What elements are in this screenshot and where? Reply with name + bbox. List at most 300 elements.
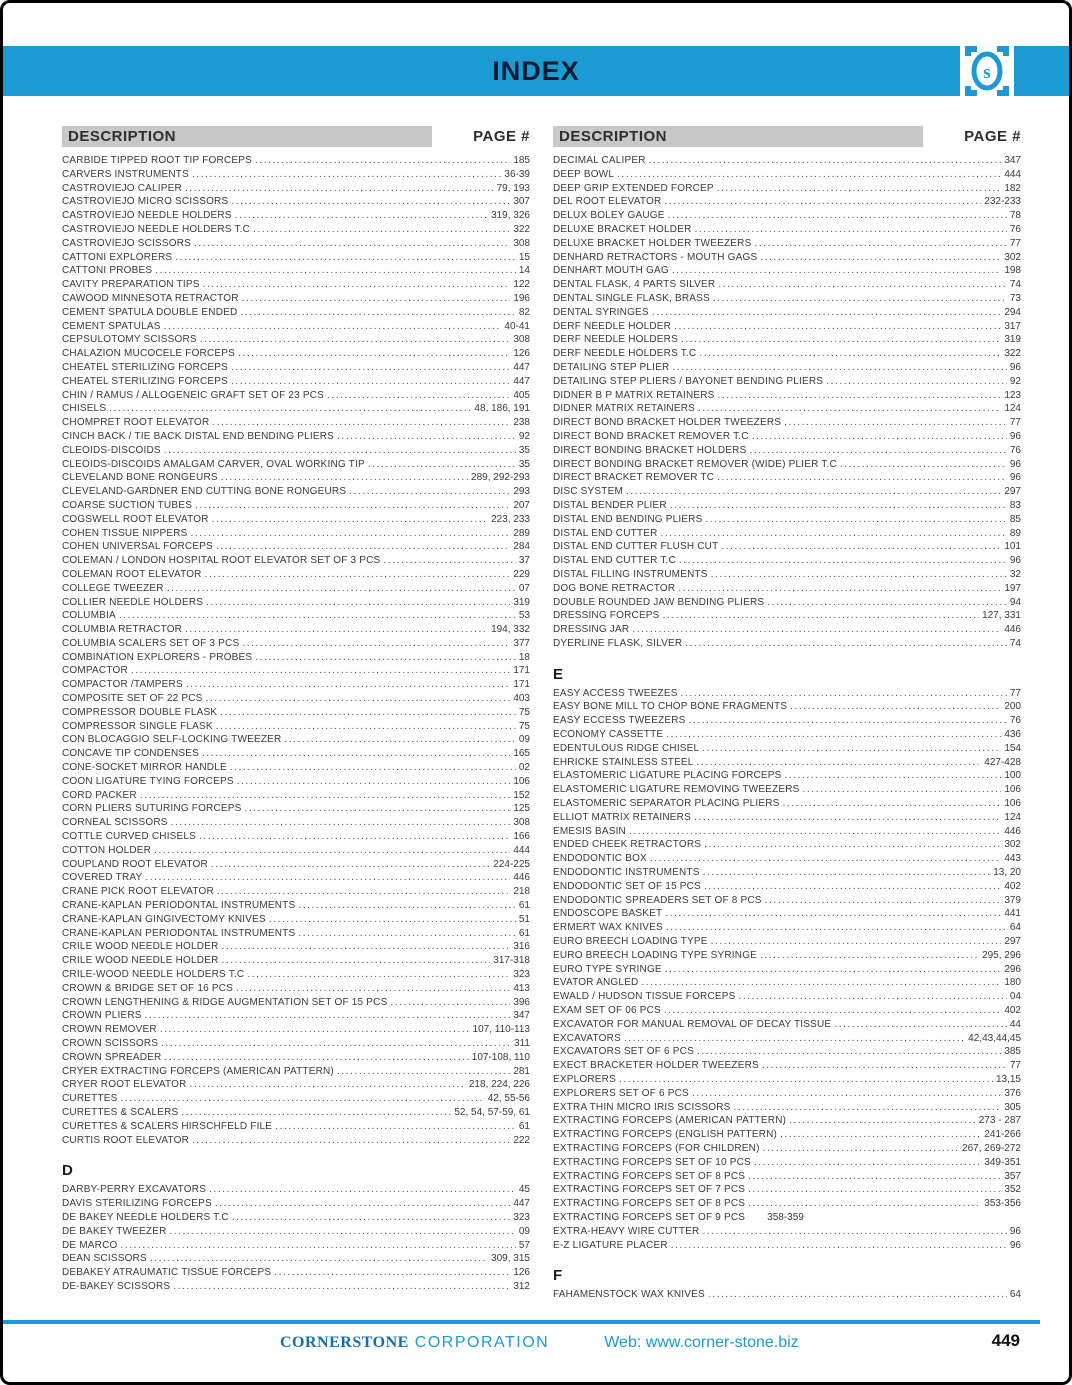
entry-description: COLUMBIA xyxy=(62,610,116,622)
entry-page: 223, 233 xyxy=(491,513,530,525)
dot-leader xyxy=(704,838,1001,852)
dot-leader xyxy=(337,1065,510,1079)
entry-page: 92 xyxy=(1009,375,1021,387)
entry-page: 316 xyxy=(513,941,530,953)
entry-page: 182 xyxy=(1004,182,1021,194)
page-number: 449 xyxy=(991,1331,1020,1350)
dot-leader xyxy=(192,1134,510,1148)
entry-page: 79, 193 xyxy=(496,182,530,194)
dot-leader xyxy=(685,637,1007,651)
entry-description: DOG BONE RETRACTOR xyxy=(553,582,676,594)
entry-page: 427-428 xyxy=(984,756,1021,768)
index-row xyxy=(62,485,530,499)
index-row xyxy=(62,816,530,830)
index-row xyxy=(62,1051,530,1065)
index-row xyxy=(62,802,530,816)
index-row xyxy=(62,168,530,182)
entry-page: 295, 296 xyxy=(982,949,1021,961)
entry-description: DISTAL BENDER PLIER xyxy=(553,499,667,511)
entry-page: 53 xyxy=(518,610,530,622)
entry-page: 197 xyxy=(1004,582,1021,594)
dot-leader xyxy=(368,458,516,472)
dot-leader xyxy=(704,880,1001,894)
index-row xyxy=(62,237,530,251)
entry-description: CROWN REMOVER xyxy=(62,1024,157,1036)
dot-leader xyxy=(671,1239,1007,1253)
entry-page: 96 xyxy=(1009,458,1021,470)
index-row xyxy=(553,278,1021,292)
dot-leader xyxy=(765,894,1002,908)
entry-description: DEAN SCISSORS xyxy=(62,1253,147,1265)
dot-leader xyxy=(170,1225,516,1239)
index-row xyxy=(62,858,530,872)
dot-leader xyxy=(763,1142,959,1156)
dot-leader xyxy=(721,540,1001,554)
entry-page: 35 xyxy=(518,444,530,456)
index-row xyxy=(62,1037,530,1051)
dot-leader xyxy=(748,1170,1001,1184)
entry-description: CROWN LENGTHENING & RIDGE AUGMENTATION SET OF 15 PCS xyxy=(62,996,388,1008)
dot-leader xyxy=(237,775,511,789)
entry-description: DEEP BOWL xyxy=(553,168,615,180)
dot-leader xyxy=(242,292,511,306)
entry-description: EXTRACTING FORCEPS SET OF 9 PCS xyxy=(553,1211,746,1223)
entry-page: 379 xyxy=(1004,894,1021,906)
entry-page: 180 xyxy=(1004,977,1021,989)
entry-description: CASTROVIEJO NEEDLE HOLDERS T.C xyxy=(62,223,251,235)
index-row xyxy=(62,195,530,209)
entry-page: 127, 331 xyxy=(982,610,1021,622)
dot-leader xyxy=(650,852,1001,866)
dot-leader xyxy=(711,568,1007,582)
entry-description: CEPSULOTOMY SCISSORS xyxy=(62,334,197,346)
entry-page: 51 xyxy=(518,913,530,925)
entry-description: ERMERT WAX KNIVES xyxy=(553,922,663,934)
entry-page: 294 xyxy=(1004,306,1021,318)
entry-description: CRILE WOOD NEEDLE HOLDER xyxy=(62,955,219,967)
entry-page: 353-356 xyxy=(984,1198,1021,1210)
entry-description: CROWN & BRIDGE SET OF 16 PCS xyxy=(62,982,234,994)
entry-description: EDENTULOUS RIDGE CHISEL xyxy=(553,742,700,754)
index-row xyxy=(553,554,1021,568)
description-header: DESCRIPTION xyxy=(62,126,432,147)
column-right xyxy=(553,126,1021,1302)
index-row xyxy=(553,527,1021,541)
entry-page: 347 xyxy=(513,1010,530,1022)
entry-description: CLEOIDS-DISCOIDS xyxy=(62,444,161,456)
index-row xyxy=(62,664,530,678)
entry-description: EXTRA THIN MICRO IRIS SCISSORS xyxy=(553,1101,731,1113)
entry-description: COGSWELL ROOT ELEVATOR xyxy=(62,513,209,525)
index-row xyxy=(553,1128,1021,1142)
entry-page: 126 xyxy=(513,1267,530,1279)
index-row xyxy=(553,1032,1021,1046)
entry-description: CONE-SOCKET MIRROR HANDLE xyxy=(62,762,227,774)
entry-description: ECONOMY CASSETTE xyxy=(553,729,664,741)
entry-page: 289, 292-293 xyxy=(471,472,530,484)
dot-leader xyxy=(181,1106,451,1120)
entry-description: COMPRESSOR SINGLE FLASK xyxy=(62,720,213,732)
entry-description: EXECT BRACKETER HOLDER TWEEZERS xyxy=(553,1060,759,1072)
entry-description: DIRECT BOND BRACKET HOLDER TWEEZERS xyxy=(553,417,782,429)
dot-leader xyxy=(192,168,501,182)
index-row xyxy=(62,361,530,375)
dot-leader xyxy=(749,444,1006,458)
index-row xyxy=(553,1225,1021,1239)
dot-leader xyxy=(171,816,511,830)
dot-leader xyxy=(164,320,502,334)
entry-description: EXTRACTING FORCEPS (ENGLISH PATTERN) xyxy=(553,1129,778,1141)
entry-description: COON LIGATURE TYING FORCEPS xyxy=(62,775,234,787)
index-row xyxy=(553,852,1021,866)
index-row xyxy=(553,1239,1021,1253)
entry-description: EXTRACTING FORCEPS SET OF 8 PCS xyxy=(553,1198,746,1210)
entry-page: 74 xyxy=(1009,637,1021,649)
entry-description: ENDED CHEEK RETRACTORS xyxy=(553,839,702,851)
entry-description: EMESIS BASIN xyxy=(553,825,626,837)
entry-description: EURO BREECH LOADING TYPE xyxy=(553,936,708,948)
index-row xyxy=(62,913,530,927)
entry-page: 75 xyxy=(518,706,530,718)
entry-description: CATTONI EXPLORERS xyxy=(62,251,173,263)
entry-description: DRESSING JAR xyxy=(553,624,630,636)
dot-leader xyxy=(164,1051,468,1065)
entry-page: 436 xyxy=(1004,729,1021,741)
entry-page: 15 xyxy=(518,251,530,263)
entry-page: 89 xyxy=(1009,527,1021,539)
entry-page: 402 xyxy=(1004,880,1021,892)
entry-page: 165 xyxy=(513,748,530,760)
index-row xyxy=(553,963,1021,977)
entry-page: 04 xyxy=(1009,991,1021,1003)
dot-leader xyxy=(255,651,516,665)
index-row xyxy=(553,333,1021,347)
entry-page: 123 xyxy=(1004,389,1021,401)
entry-list xyxy=(553,154,1021,1302)
entry-page: 100 xyxy=(1004,770,1021,782)
index-row xyxy=(553,769,1021,783)
index-row xyxy=(553,1114,1021,1128)
entry-description: CHEATEL STERILIZING FORCEPS xyxy=(62,375,228,387)
entry-page: 289 xyxy=(513,527,530,539)
entry-description: COLLEGE TWEEZER xyxy=(62,582,164,594)
dot-leader xyxy=(215,1197,510,1211)
footer-brand-suffix: CORPORATION xyxy=(414,1334,550,1351)
entry-page: 74 xyxy=(1009,279,1021,291)
dot-leader xyxy=(697,1045,1001,1059)
entry-page: 446 xyxy=(513,872,530,884)
entry-description: EWALD / HUDSON TISSUE FORCEPS xyxy=(553,991,736,1003)
dot-leader xyxy=(173,1280,510,1294)
dot-leader xyxy=(803,783,1002,797)
dot-leader xyxy=(247,968,510,982)
entry-description: ELASTOMERIC SEPARATOR PLACING PLIERS xyxy=(553,798,780,810)
entry-description: COTTON HOLDER xyxy=(62,844,152,856)
dot-leader xyxy=(121,1092,485,1106)
entry-page: 52, 54, 57-59, 61 xyxy=(454,1106,530,1118)
entry-page: 77 xyxy=(1009,417,1021,429)
entry-description: CHIN / RAMUS / ALLOGENEIC GRAFT SET OF 23 PCS xyxy=(62,389,325,401)
index-row xyxy=(553,513,1021,527)
footer-web-url: Web: www.corner-stone.biz xyxy=(604,1334,799,1351)
index-row xyxy=(62,1023,530,1037)
entry-page: 32 xyxy=(1009,568,1021,580)
entry-page: 194, 332 xyxy=(491,624,530,636)
entry-page: 309, 315 xyxy=(491,1253,530,1265)
entry-description: DERF NEEDLE HOLDER xyxy=(553,320,672,332)
index-row xyxy=(62,1065,530,1079)
dot-leader xyxy=(140,789,511,803)
index-row xyxy=(62,1120,530,1134)
entry-page: 07 xyxy=(518,582,530,594)
index-row xyxy=(62,568,530,582)
dot-leader xyxy=(695,223,1007,237)
entry-description: DEEP GRIP EXTENDED FORCEP xyxy=(553,182,714,194)
entry-page: 207 xyxy=(513,499,530,511)
index-row xyxy=(553,687,1021,701)
dot-leader xyxy=(703,866,991,880)
entry-description: DAVIS STERILIZING FORCEPS xyxy=(62,1198,212,1210)
dot-leader xyxy=(274,1266,510,1280)
index-row xyxy=(62,927,530,941)
dot-leader xyxy=(708,1288,1007,1302)
page-number-header: PAGE # xyxy=(473,128,530,145)
index-row xyxy=(62,1183,530,1197)
entry-page: 09 xyxy=(518,734,530,746)
dot-leader xyxy=(186,678,510,692)
index-row xyxy=(62,706,530,720)
dot-leader xyxy=(284,733,515,747)
entry-description: DE BAKEY NEEDLE HOLDERS T.C xyxy=(62,1211,229,1223)
index-row xyxy=(62,251,530,265)
entry-description: CHOMPRET ROOT ELEVATOR xyxy=(62,417,210,429)
entry-page: 376 xyxy=(1004,1087,1021,1099)
entry-page: 200 xyxy=(1004,701,1021,713)
entry-description: DIRECT BOND BRACKET REMOVER T.C xyxy=(553,430,749,442)
entry-description: ELASTOMERIC LIGATURE REMOVING TWEEZERS xyxy=(553,784,800,796)
entry-description: EASY BONE MILL TO CHOP BONE FRAGMENTS xyxy=(553,701,788,713)
entry-page: 124 xyxy=(1004,811,1021,823)
index-row xyxy=(62,844,530,858)
index-row xyxy=(62,1092,530,1106)
entry-description: E-Z LIGATURE PLACER xyxy=(553,1239,668,1251)
dot-leader xyxy=(624,1032,965,1046)
entry-page: 106 xyxy=(1004,784,1021,796)
entry-page: 77 xyxy=(1009,237,1021,249)
entry-page: 446 xyxy=(1004,825,1021,837)
index-row xyxy=(62,1078,530,1092)
dot-leader xyxy=(780,1128,981,1142)
dot-leader xyxy=(230,761,516,775)
entry-description: DISTAL END CUTTER FLUSH CUT xyxy=(553,541,719,553)
entry-description: COTTLE CURVED CHISELS xyxy=(62,831,197,843)
dot-leader xyxy=(211,858,490,872)
entry-page: 405 xyxy=(513,389,530,401)
dot-leader xyxy=(748,1183,1001,1197)
dot-leader xyxy=(245,802,511,816)
entry-page: 447 xyxy=(513,375,530,387)
dot-leader xyxy=(674,320,1001,334)
index-row xyxy=(553,976,1021,990)
index-row xyxy=(553,637,1021,651)
entry-description: EASY ECCESS TWEEZERS xyxy=(553,715,686,727)
index-row xyxy=(62,1225,530,1239)
entry-page: 96 xyxy=(1009,555,1021,567)
entry-page: 64 xyxy=(1009,922,1021,934)
entry-page: 83 xyxy=(1009,499,1021,511)
dot-leader xyxy=(195,499,510,513)
index-row xyxy=(553,182,1021,196)
entry-page: 76 xyxy=(1009,444,1021,456)
index-row xyxy=(553,921,1021,935)
entry-page: 403 xyxy=(513,693,530,705)
entry-description: CEMENT SPATULA DOUBLE ENDED xyxy=(62,306,238,318)
index-row xyxy=(553,880,1021,894)
dot-leader xyxy=(752,430,1007,444)
index-row xyxy=(553,375,1021,389)
dot-leader xyxy=(663,609,980,623)
entry-page: 446 xyxy=(1004,624,1021,636)
index-row xyxy=(553,935,1021,949)
entry-description: DETAILING STEP PLIERS / BAYONET BENDING PLIERS xyxy=(553,375,824,387)
entry-page: 77 xyxy=(1009,687,1021,699)
dot-leader xyxy=(789,1114,976,1128)
dot-leader xyxy=(699,347,1001,361)
dot-leader xyxy=(185,182,494,196)
entry-description: ENDODONTIC BOX xyxy=(553,853,647,865)
index-row xyxy=(62,692,530,706)
dot-leader xyxy=(337,430,516,444)
index-row xyxy=(62,651,530,665)
dot-leader xyxy=(783,797,1002,811)
dot-leader xyxy=(275,1120,516,1134)
index-row xyxy=(62,733,530,747)
entry-description: DENTAL SYRINGES xyxy=(553,306,649,318)
entry-page: 96 xyxy=(1009,430,1021,442)
dot-leader xyxy=(154,844,510,858)
entry-page: 413 xyxy=(513,982,530,994)
dot-leader xyxy=(327,389,510,403)
entry-description: EHRICKE STAINLESS STEEL xyxy=(553,756,694,768)
index-row xyxy=(62,209,530,223)
index-row xyxy=(553,1004,1021,1018)
entry-page: 307 xyxy=(513,196,530,208)
dot-leader xyxy=(718,278,1007,292)
entry-description: DE-BAKEY SCISSORS xyxy=(62,1280,171,1292)
entry-page: 96 xyxy=(1009,1225,1021,1237)
entry-page: 441 xyxy=(1004,908,1021,920)
dot-leader xyxy=(155,264,516,278)
entry-page: 45 xyxy=(518,1184,530,1196)
dot-leader xyxy=(150,1252,488,1266)
entry-description: EXTRACTING FORCEPS SET OF 7 PCS xyxy=(553,1184,746,1196)
dot-leader xyxy=(718,389,1002,403)
entry-description: CARVERS INSTRUMENTS xyxy=(62,168,189,180)
page-title: INDEX xyxy=(492,55,580,86)
entry-description: EXPLORERS SET OF 6 PCS xyxy=(553,1087,689,1099)
dot-leader xyxy=(221,471,468,485)
entry-description: EXPLORERS xyxy=(553,1074,616,1085)
entry-description: DELUX BOLEY GAUGE xyxy=(553,210,665,222)
dot-leader xyxy=(206,692,511,706)
entry-description: CRANE-KAPLAN PERIODONTAL INSTRUMENTS xyxy=(62,900,296,912)
entry-description: COLEMAN / LONDON HOSPITAL ROOT ELEVATOR SET OF 3 PCS xyxy=(62,555,381,567)
dot-leader xyxy=(734,1101,1002,1115)
entry-description: CASTROVIEJO MICRO SCISSORS xyxy=(62,196,229,208)
index-row xyxy=(62,1252,530,1266)
dot-leader xyxy=(629,825,1001,839)
entry-page: 385 xyxy=(1004,1046,1021,1058)
index-row xyxy=(553,347,1021,361)
entry-description: EURO TYPE SYRINGE xyxy=(553,963,662,975)
index-row xyxy=(62,623,530,637)
entry-description: CORNEAL SCISSORS xyxy=(62,817,168,829)
entry-description: CAVITY PREPARATION TIPS xyxy=(62,279,200,291)
entry-description: CASTROVIEJO CALIPER xyxy=(62,182,182,194)
entry-page: 42, 55-56 xyxy=(487,1093,530,1105)
entry-description: COMPACTOR /TAMPERS xyxy=(62,679,183,691)
entry-description: COMPRESSOR DOUBLE FLASK xyxy=(62,706,218,718)
description-header: DESCRIPTION xyxy=(553,126,923,147)
column-left xyxy=(62,126,530,1294)
dot-leader xyxy=(681,333,1001,347)
entry-page: 125 xyxy=(513,803,530,815)
dot-leader xyxy=(760,251,1001,265)
entry-page: 122 xyxy=(513,279,530,291)
dot-leader xyxy=(222,954,491,968)
entry-description: DE BAKEY TWEEZER xyxy=(62,1225,167,1237)
dot-leader xyxy=(670,499,1007,513)
dot-leader xyxy=(238,347,510,361)
index-row xyxy=(553,471,1021,485)
column-header xyxy=(553,126,1021,147)
entry-page: 312 xyxy=(513,1280,530,1292)
entry-description: CRANE PICK ROOT ELEVATOR xyxy=(62,886,214,898)
entry-description: DYERLINE FLASK, SILVER xyxy=(553,637,683,649)
entry-description: COLLIER NEEDLE HOLDERS xyxy=(62,596,204,608)
dot-leader xyxy=(194,237,510,251)
dot-leader xyxy=(641,976,1001,990)
entry-description: DIDNER MATRIX RETAINERS xyxy=(553,403,696,415)
index-row xyxy=(553,609,1021,623)
index-row xyxy=(553,1183,1021,1197)
dot-leader xyxy=(236,982,510,996)
entry-description: CHISELS xyxy=(62,403,107,415)
index-row xyxy=(553,195,1021,209)
entry-page: 281 xyxy=(513,1065,530,1077)
entry-description: COLUMBIA SCALERS SET OF 3 PCS xyxy=(62,637,240,649)
entry-page: 75 xyxy=(518,720,530,732)
entry-description: COVERED TRAY xyxy=(62,872,143,884)
entry-page: 238 xyxy=(513,417,530,429)
entry-page: 02 xyxy=(518,762,530,774)
entry-page: 166 xyxy=(513,831,530,843)
dot-leader xyxy=(784,416,1007,430)
entry-description: CURTIS ROOT ELEVATOR xyxy=(62,1134,189,1146)
dot-leader xyxy=(161,1037,511,1051)
entry-page: 308 xyxy=(513,237,530,249)
index-row xyxy=(62,775,530,789)
dot-leader xyxy=(840,458,1007,472)
entry-page: 273 - 287 xyxy=(978,1115,1021,1127)
entry-page: 171 xyxy=(513,679,530,691)
entry-description: DELUXE BRACKET HOLDER TWEEZERS xyxy=(553,237,752,249)
entry-page: 152 xyxy=(513,789,530,801)
dot-leader xyxy=(206,596,510,610)
dot-leader xyxy=(190,1078,466,1092)
entry-list xyxy=(62,154,530,1294)
entry-page: 447 xyxy=(513,1198,530,1210)
